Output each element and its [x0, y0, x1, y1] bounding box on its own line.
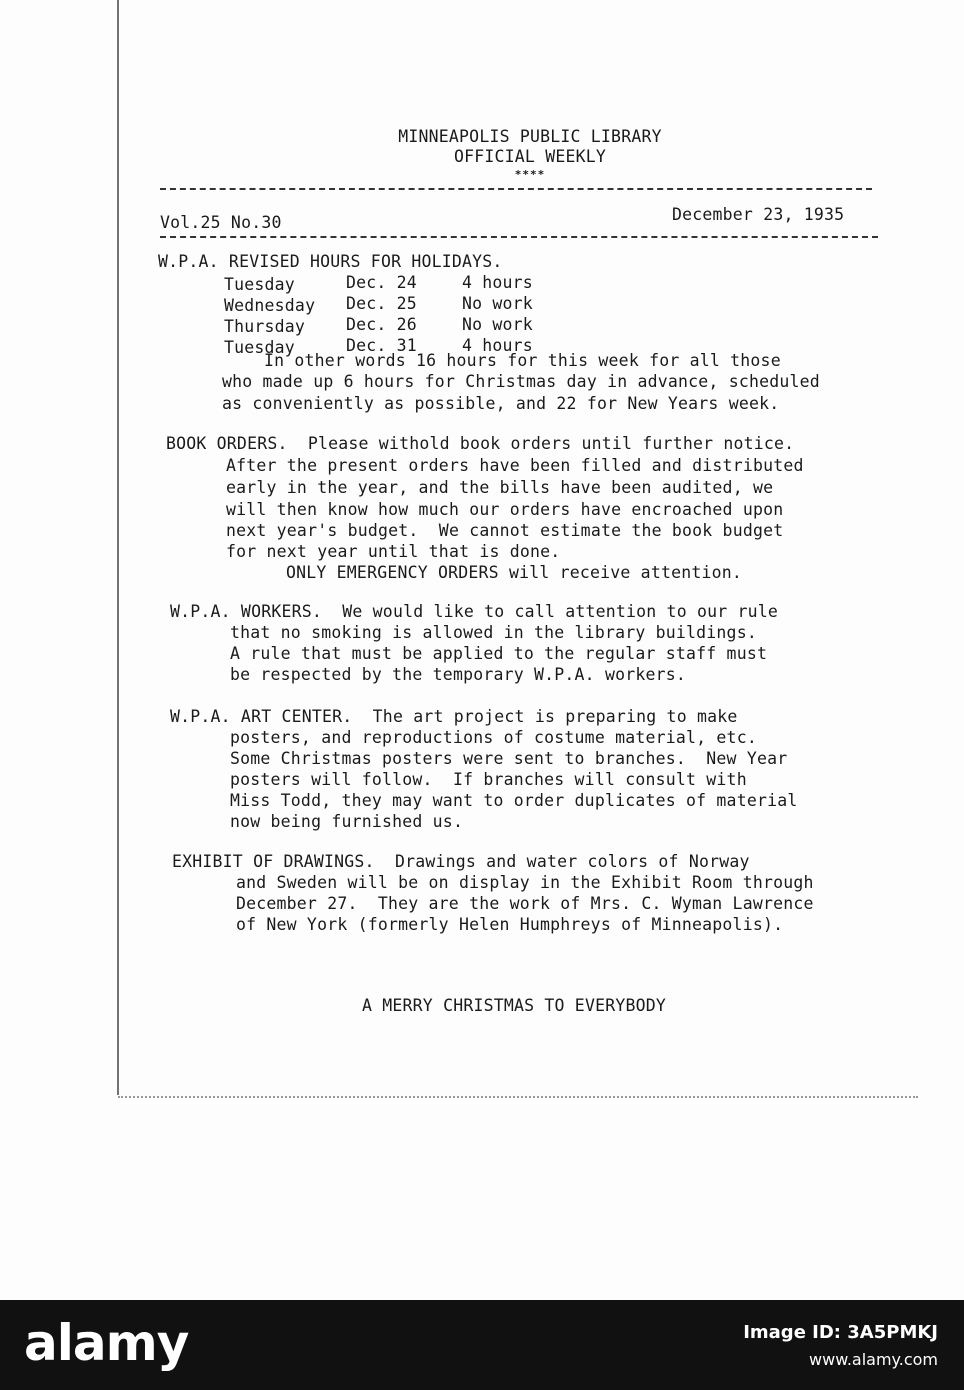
exhibit-line: and Sweden will be on display in the Exhibit Room through [236, 873, 814, 892]
watermark-bar [0, 1300, 964, 1390]
art-center-line: W.P.A. ART CENTER. The art project is preparing to make [170, 707, 738, 726]
watermark-image-id: Image ID: 3A5PMKJ [743, 1322, 938, 1343]
art-center-line: Some Christmas posters were sent to branches. New Year [230, 749, 788, 768]
book-orders-line: for next year until that is done. [226, 542, 561, 561]
exhibit-line: of New York (formerly Helen Humphreys of Minneapolis). [236, 915, 784, 934]
book-orders-line: will then know how much our orders have encroached upon [226, 500, 784, 519]
schedule-hours: No work [462, 294, 533, 313]
watermark-site: www.alamy.com [809, 1350, 938, 1369]
schedule-day: Tuesday [224, 338, 295, 357]
exhibit-line: EXHIBIT OF DRAWINGS. Drawings and water colors of Norway [172, 852, 750, 871]
left-margin-rule [117, 0, 119, 1095]
art-center-line: now being furnished us. [230, 812, 464, 831]
schedule-day: Wednesday [224, 296, 316, 315]
masthead-subtitle: OFFICIAL WEEKLY [453, 147, 606, 166]
closing-greeting: A MERRY CHRISTMAS TO EVERYBODY [362, 996, 667, 1015]
wpa-hours-body-line: In other words 16 hours for this week for all those [264, 351, 781, 370]
art-center-line: Miss Todd, they may want to order duplicates of material [230, 791, 798, 810]
schedule-hours: No work [462, 315, 533, 334]
schedule-hours: 4 hours [462, 273, 533, 292]
schedule-hours: 4 hours [462, 336, 533, 355]
wpa-workers-line: A rule that must be applied to the regular staff must [230, 644, 768, 663]
schedule-date: Dec. 26 [346, 315, 417, 334]
schedule-day: Thursday [224, 317, 306, 336]
alamy-logo: alamy [24, 1314, 189, 1372]
exhibit-line: December 27. They are the work of Mrs. C. Wyman Lawrence [236, 894, 814, 913]
masthead-stars: **** [514, 168, 546, 181]
book-orders-emphasis: ONLY EMERGENCY ORDERS will receive attention. [286, 563, 743, 582]
masthead-title: MINNEAPOLIS PUBLIC LIBRARY [398, 127, 662, 146]
schedule-date: Dec. 24 [346, 273, 417, 292]
wpa-workers-line: that no smoking is allowed in the library buildings. [230, 623, 757, 642]
art-center-line: posters will follow. If branches will consult with [230, 770, 747, 789]
book-orders-line: next year's budget. We cannot estimate the book budget [226, 521, 784, 540]
wpa-hours-body-line: who made up 6 hours for Christmas day in advance, scheduled [222, 372, 820, 391]
wpa-workers-line: be respected by the temporary W.P.A. workers. [230, 665, 687, 684]
bottom-edge-dots [118, 1096, 918, 1098]
schedule-day: Tuesday [224, 275, 295, 294]
top-rule [160, 188, 872, 190]
issue-date: December 23, 1935 [672, 205, 845, 224]
book-orders-line: early in the year, and the bills have been audited, we [226, 478, 774, 497]
wpa-hours-body-line: as conveniently as possible, and 22 for New Years week. [222, 394, 780, 413]
wpa-workers-line: W.P.A. WORKERS. We would like to call attention to our rule [170, 602, 779, 621]
bottom-rule [160, 236, 878, 238]
volume-number: Vol.25 No.30 [160, 213, 282, 232]
book-orders-line: BOOK ORDERS. Please withold book orders until further notice. [166, 434, 795, 453]
book-orders-line: After the present orders have been filled and distributed [226, 456, 804, 475]
wpa-hours-heading: W.P.A. REVISED HOURS FOR HOLIDAYS. [158, 252, 503, 271]
schedule-date: Dec. 25 [346, 294, 417, 313]
art-center-line: posters, and reproductions of costume material, etc. [230, 728, 757, 747]
schedule-date: Dec. 31 [346, 336, 417, 355]
